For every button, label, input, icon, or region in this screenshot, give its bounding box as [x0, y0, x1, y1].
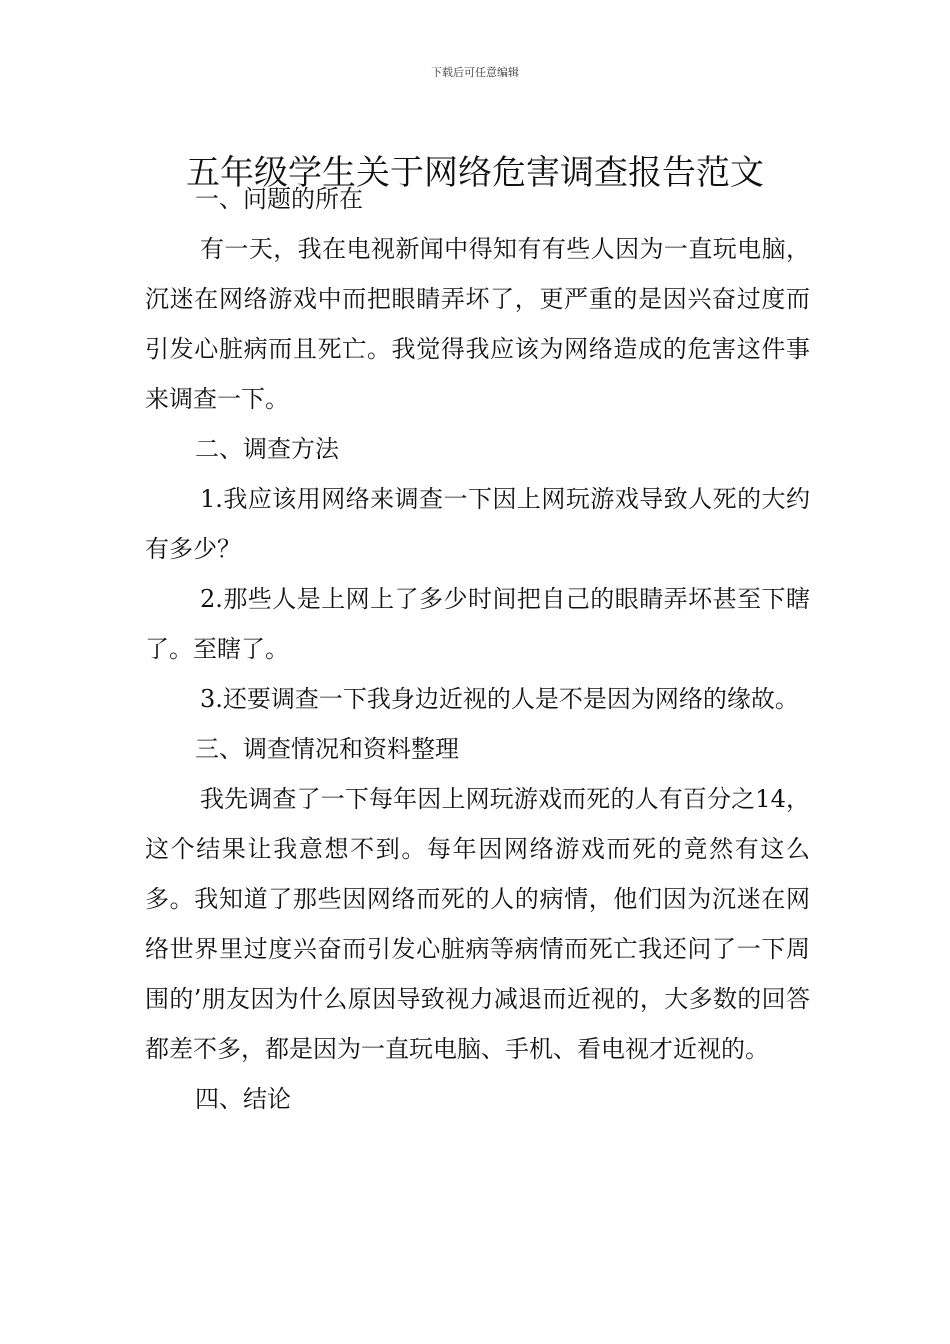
section-1-paragraph-1: 有一天，我在电视新闻中得知有有些人因为一直玩电脑，沉迷在网络游戏中而把眼睛弄坏了，更严重的是因兴奋过度而引发心脏病而且死亡。我觉得我应该为网络造成的危害这件事来调查一下。: [145, 235, 810, 413]
document-body: [145, 174, 810, 1124]
header-note: 下载后可任意编辑: [431, 66, 519, 79]
section-heading-2: 二、调查方法: [195, 435, 339, 463]
section-heading-4: 四、结论: [195, 1085, 291, 1113]
method-item-1: 1.我应该用网络来调查一下因上网玩游戏导致人死的大约有多少？: [145, 485, 810, 563]
section-heading-3: 三、调查情况和资料整理: [195, 735, 459, 763]
document-title: 五年级学生关于网络危害调查报告范文: [186, 152, 764, 193]
method-item-3: 3.还要调查一下我身边近视的人是不是因为网络的缘故。: [200, 685, 799, 713]
section-3-paragraph-1: 我先调查了一下每年因上网玩游戏而死的人有百分之14，这个结果让我意想不到。每年因网络游戏而死的竟然有这么多。我知道了那些因网络而死的人的病情，他们因为沉迷在网络世界里过度兴奋而引发心脏病等病情而死亡我还问了一下周围的’朋友因为什么原因导致视力减退而近视的，大多数的回答都差不多，都是因为一直玩电脑、手机、看电视才近视的。: [145, 785, 810, 1063]
method-item-2: 2.那些人是上网上了多少时间把自己的眼睛弄坏甚至下瞎了。至瞎了。: [145, 585, 810, 663]
section-heading-1: 一、问题的所在: [195, 185, 363, 213]
